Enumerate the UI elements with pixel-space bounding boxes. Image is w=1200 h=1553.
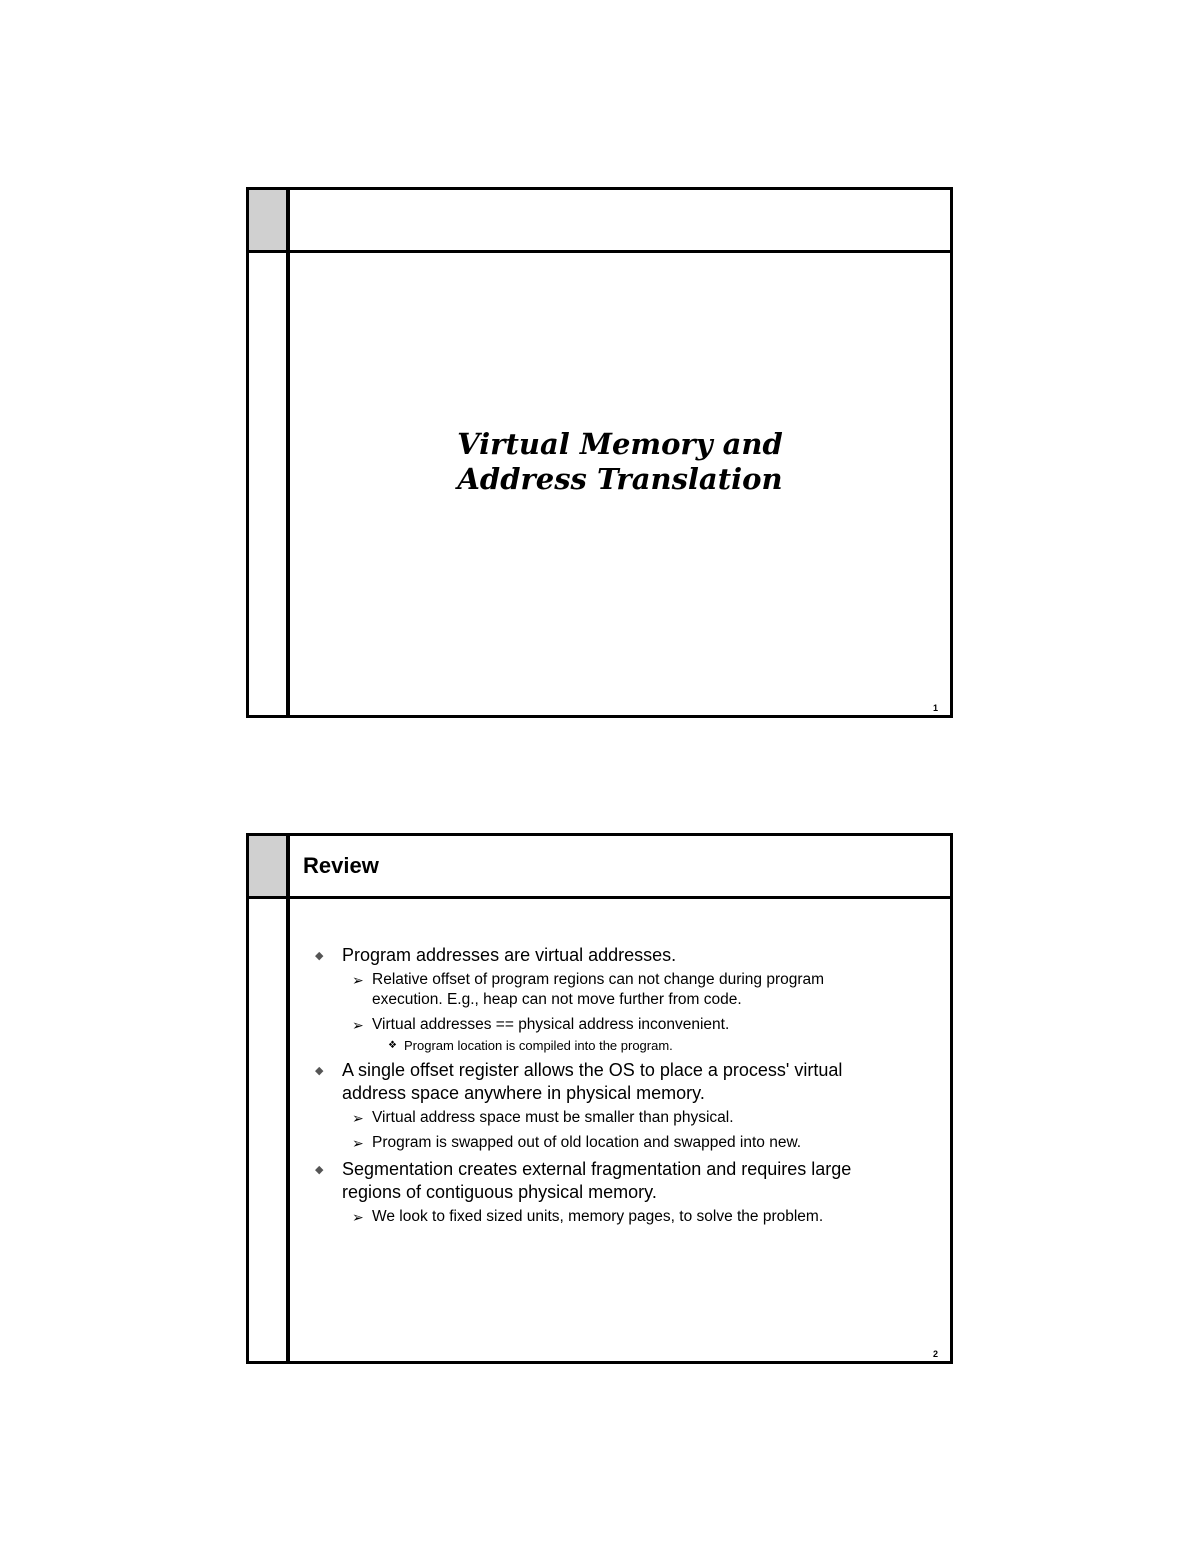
slide-1 — [246, 187, 953, 718]
sub-sub-bullet-list — [372, 1038, 894, 1054]
slide-title: Review — [303, 853, 379, 878]
arrowhead-bullet-icon: ➢ — [352, 1017, 364, 1033]
sub-bullet-text: Program is swapped out of old location and swapped into new. — [372, 1134, 802, 1151]
diamond-bullet-icon: ◆ — [315, 950, 324, 962]
bullet-text: A single offset register allows the OS to place a process' virtual address space anywhere in physical memory. — [342, 1060, 843, 1103]
cover-title-line-1: Virtual Memory and — [457, 427, 783, 461]
sub-bullet-item — [342, 970, 894, 1010]
sub-bullet-list — [342, 1108, 894, 1153]
bullet-item — [304, 1158, 894, 1227]
slide-horizontal-rule — [249, 896, 950, 899]
sub-bullet-text: Relative offset of program regions can not change during program execution. E.g., heap can not move further from code. — [372, 971, 825, 1008]
sub-bullet-text: We look to fixed sized units, memory pages, to solve the problem. — [372, 1208, 824, 1225]
arrowhead-bullet-icon: ➢ — [352, 972, 364, 988]
sub-bullet-item — [342, 1207, 894, 1227]
sub-bullet-item — [342, 1015, 894, 1054]
slide-horizontal-rule — [249, 250, 950, 253]
slide-corner-block — [249, 190, 286, 250]
slide-2 — [246, 833, 953, 1364]
page-number: 1 — [932, 703, 938, 713]
page-number: 2 — [932, 1349, 938, 1359]
diamond-bullet-icon: ◆ — [315, 1164, 324, 1176]
sub-bullet-text: Virtual address space must be smaller than physical. — [372, 1109, 734, 1126]
arrowhead-bullet-icon: ➢ — [352, 1110, 364, 1126]
bullet-item — [304, 944, 894, 1054]
bullet-text: Program addresses are virtual addresses. — [342, 945, 677, 965]
diamond-bullet-icon: ◆ — [315, 1065, 324, 1077]
bullet-text: Segmentation creates external fragmentation and requires large regions of contiguous physical memory. — [342, 1159, 852, 1202]
sub-bullet-list — [342, 970, 894, 1054]
cover-title — [290, 427, 950, 497]
sub-bullet-item — [342, 1108, 894, 1128]
sub-sub-bullet-item — [372, 1038, 894, 1054]
arrowhead-bullet-icon: ➢ — [352, 1135, 364, 1151]
bullet-item — [304, 1059, 894, 1153]
slide-corner-block — [249, 836, 286, 896]
sub-sub-bullet-text: Program location is compiled into the program. — [404, 1038, 673, 1053]
cover-title-line-2: Address Translation — [457, 462, 783, 496]
sub-bullet-text: Virtual addresses == physical address inconvenient. — [372, 1016, 730, 1033]
sub-bullet-list — [342, 1207, 894, 1227]
arrowhead-bullet-icon: ➢ — [352, 1209, 364, 1225]
slide-vertical-rule — [286, 836, 290, 1361]
four-diamond-bullet-icon: ❖ — [388, 1040, 397, 1051]
sub-bullet-item — [342, 1133, 894, 1153]
bullet-list — [304, 944, 894, 1232]
